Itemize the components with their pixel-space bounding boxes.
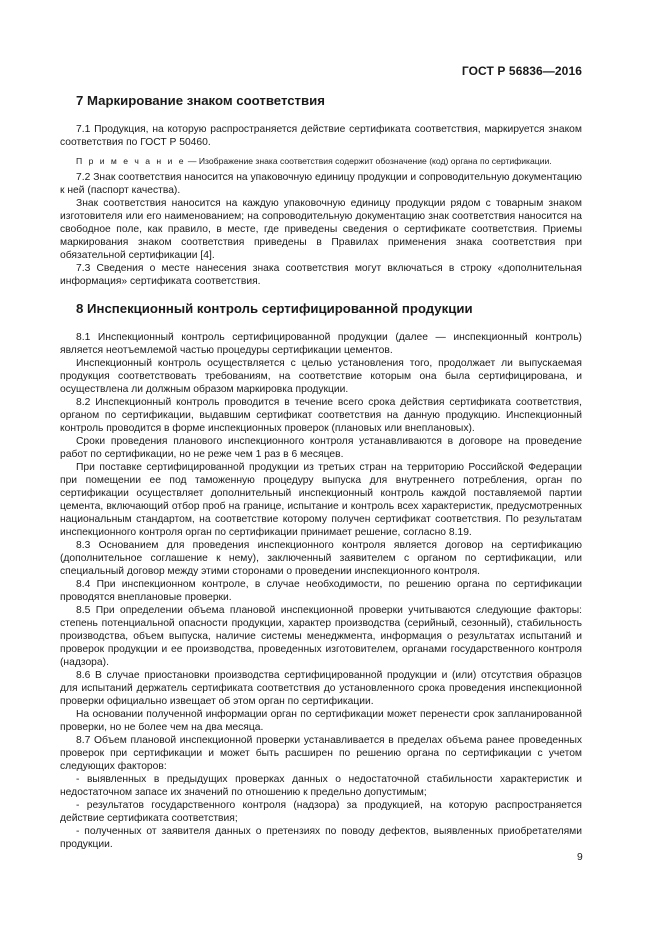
document-body [60,93,582,851]
paragraph-7-2: 7.2 Знак соответствия наносится на упаковочную единицу продукции и сопроводительную документацию к ней (паспорт качества). [60,172,582,196]
list-item: - полученных от заявителя данных о претензиях по поводу дефектов, выявленных приобретателями продукции. [60,826,582,850]
section-7-title: 7 Маркирование знаком соответствия [76,93,325,108]
page-number: 9 [577,852,583,863]
note [60,155,582,167]
paragraph-7-3: 7.3 Сведения о месте нанесения знака соответствия могут включаться в строку «дополнительная информация» сертификата соответствия. [60,263,582,287]
note-text: — Изображение знака соответствия содержит обозначение (код) органа по сертификации. [185,156,552,166]
paragraph-8-1-purpose: Инспекционный контроль осуществляется с целью установления того, продолжает ли выпускаемая продукция соответствовать требованиям, на соответствие которым она была сертифицирована, и осуществлена ли должным образом маркировка продукции. [60,358,582,395]
paragraph-8-3: 8.3 Основанием для проведения инспекционного контроля является договор на сертификацию (дополнительное соглашение к нему), заключенный заявителем с органом по сертификации, или специальный договор между этими сторонами о проведении инспекционного контроля. [60,540,582,577]
paragraph-8-1: 8.1 Инспекционный контроль сертифицированной продукции (далее — инспекционный контроль) является неотъемлемой частью процедуры сертификации цементов. [60,332,582,356]
paragraph-8-6-postpone: На основании полученной информации орган по сертификации может перенести срок запланированной проверки, но не более чем на два месяца. [60,709,582,733]
paragraph-8-5: 8.5 При определении объема плановой инспекционной проверки учитываются следующие факторы: степень потенциальной опасности продукции, характер производства (серийный, сезонный), стабильность производства, объем выпуска, наличие системы менеджмента, информация о результатах испытаний и проверок продукции и ее производства, проведенных изготовителем, органами государственного контроля (надзора). [60,605,582,668]
list-item: - результатов государственного контроля (надзора) за продукцией, на которую распространяется действие сертификата соответствия; [60,800,582,824]
paragraph-8-2-terms: Сроки проведения планового инспекционного контроля устанавливаются в договоре на проведение работ по сертификации, но не реже чем 1 раз в 6 месяцев. [60,436,582,460]
note-label: П р и м е ч а н и е [76,156,186,166]
section-8-title: 8 Инспекционный контроль сертифицированной продукции [76,301,473,316]
paragraph-7-1: 7.1 Продукция, на которую распространяется действие сертификата соответствия, маркируется знаком соответствия по ГОСТ Р 50460. [60,124,582,148]
paragraph-8-6: 8.6 В случае приостановки производства сертифицированной продукции и (или) отсутствия образцов для испытаний держатель сертификата соответствия до установленного срока проведения инспекционной проверки официально извещает об этом орган по сертификации. [60,670,582,707]
standard-header: ГОСТ Р 56836—2016 [461,64,582,78]
list-item: - выявленных в предыдущих проверках данных о недостаточной стабильности характеристик и недостаточном запасе их значений по отношению к предельно допустимым; [60,774,582,798]
paragraph-8-2-import: При поставке сертифицированной продукции из третьих стран на территорию Российской Федерации при помещении ее под таможенную процедуру выпуска для внутреннего потребления, орган по сертификации осуществляет дополнительный инспекционный контроль каждой поставляемой партии цемента, включающий отбор проб на границе, испытание и контроль всех характеристик, предусмотренных национальным стандартом, на соответствие которому получен сертификат соответствия. По результатам инспекционного контроля орган по сертификации принимает решение, согласно 8.19. [60,462,582,538]
paragraph-7-2-detail: Знак соответствия наносится на каждую упаковочную единицу продукции рядом с товарным знаком изготовителя или его наименованием; на сопроводительную документацию знак соответствия наносится на свободное поле, как правило, в месте, где приведены сведения о сертификате соответствия. Приемы маркирования знаком соответствия приведены в Правилах применения знака соответствия при обязательной сертификации [4]. [60,198,582,261]
paragraph-8-7: 8.7 Объем плановой инспекционной проверки устанавливается в пределах объема ранее проведенных проверок при сертификации и может быть расширен по решению органа по сертификации с учетом следующих факторов: [60,735,582,772]
paragraph-8-4: 8.4 При инспекционном контроле, в случае необходимости, по решению органа по сертификации проводятся внеплановые проверки. [60,579,582,603]
paragraph-8-2: 8.2 Инспекционный контроль проводится в течение всего срока действия сертификата соответствия, органом по сертификации, выдавшим сертификат соответствия на данную продукцию. Инспекционный контроль проводится в форме инспекционных проверок (плановых или внеплановых). [60,397,582,434]
